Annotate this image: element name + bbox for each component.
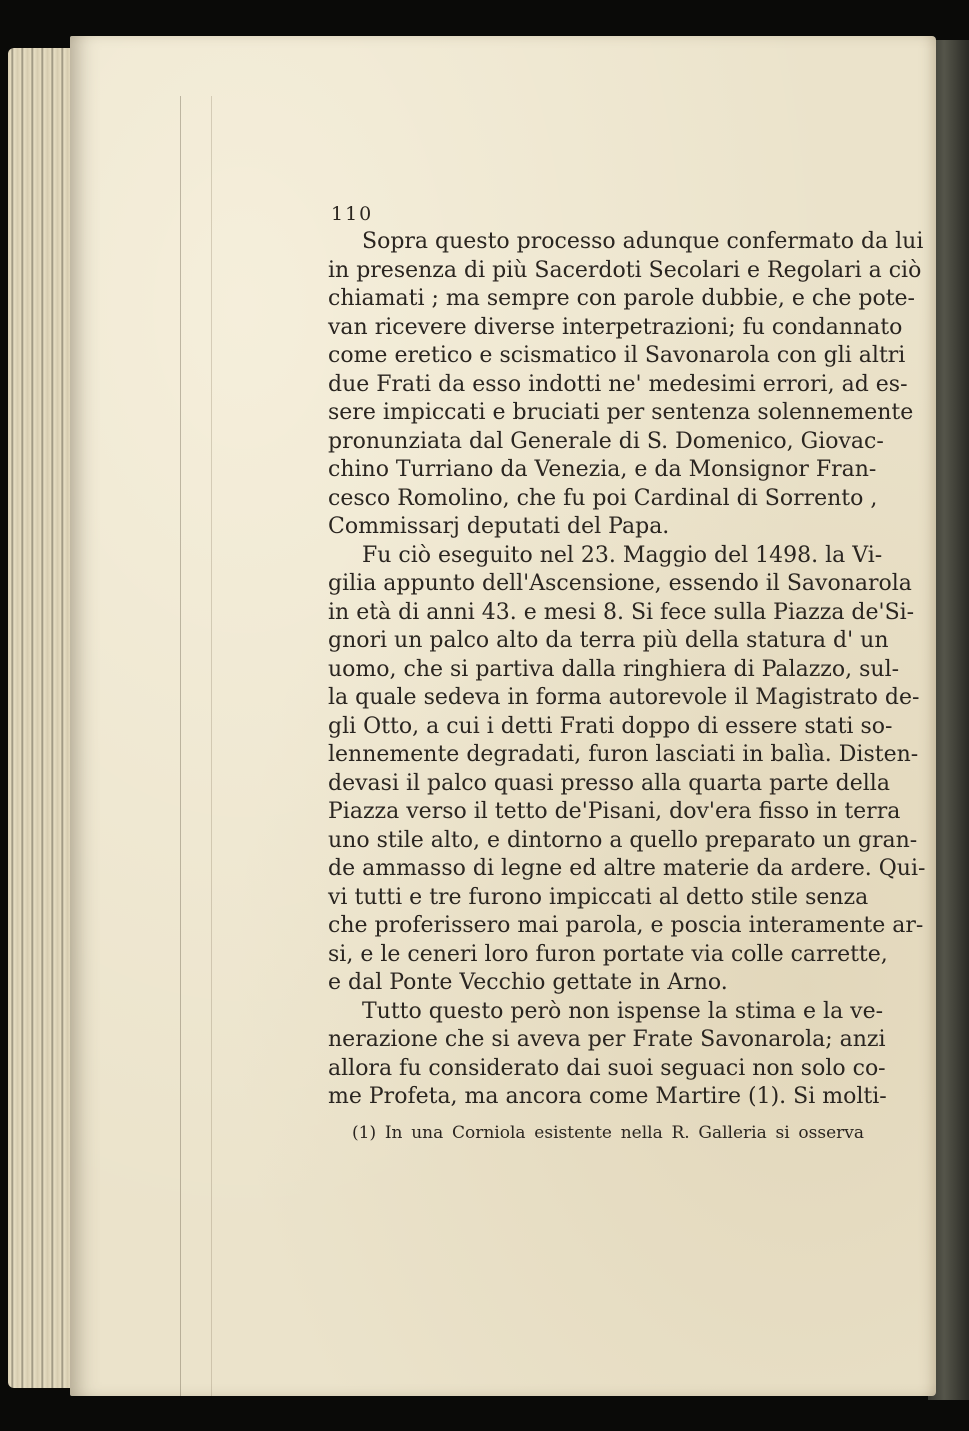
- text-line: devasi il palco quasi presso alla quarta parte della: [328, 770, 890, 796]
- text-line: allora fu considerato dai suoi seguaci non solo co-: [328, 1055, 886, 1081]
- text-line: gli Otto, a cui i detti Frati doppo di essere stati so-: [328, 713, 893, 739]
- text-line: chiamati ; ma sempre con parole dubbie, e che pote-: [328, 286, 915, 311]
- text-line: Fu ciò eseguito nel 23. Maggio del 1498. la Vi-: [362, 542, 883, 568]
- text-line: in presenza di più Sacerdoti Secolari e Regolari a ciò: [328, 257, 922, 283]
- text-line: come eretico e scismatico il Savonarola con gli altri: [328, 343, 906, 368]
- text-line: in età di anni 43. e mesi 8. Si fece sulla Piazza de'Si-: [328, 599, 915, 625]
- text-line: chino Turriano da Venezia, e da Monsignor Fran-: [328, 457, 877, 482]
- text-line: vi tutti e tre furono impiccati al detto stile senza: [328, 884, 869, 910]
- text-line: e dal Ponte Vecchio gettate in Arno.: [328, 970, 728, 995]
- text-line: cesco Romolino, che fu poi Cardinal di Sorrento ,: [328, 485, 878, 511]
- body-text: [328, 228, 926, 1112]
- text-line: pronunziata dal Generale di S. Domenico, Giovac-: [328, 428, 884, 454]
- text-line: gilia appunto dell'Ascensione, essendo il Savonarola: [328, 571, 912, 596]
- text-line: de ammasso di legne ed altre materie da ardere. Qui-: [328, 856, 926, 881]
- text-line: Piazza verso il tetto de'Pisani, dov'era fisso in terra: [328, 799, 901, 824]
- text-line: uomo, che si partiva dalla ringhiera di Palazzo, sul-: [328, 656, 900, 682]
- text-line: Sopra questo processo adunque confermato da lui: [362, 229, 924, 254]
- text-line: due Frati da esso indotti ne' medesimi errori, ad es-: [328, 371, 908, 397]
- footnote: (1) In una Corniola esistente nella R. Galleria si osserva: [352, 1123, 864, 1143]
- gutter-fold: [180, 96, 212, 1396]
- page-number: 110: [331, 203, 374, 225]
- text-line: me Profeta, ma ancora come Martire (1). Si molti-: [328, 1084, 887, 1109]
- text-line: nerazione che si aveva per Frate Savonarola; anzi: [328, 1027, 886, 1052]
- text-line: van ricevere diverse interpetrazioni; fu condannato: [328, 314, 903, 340]
- text-line: che proferissero mai parola, e poscia interamente ar-: [328, 913, 924, 938]
- text-line: Commissarj deputati del Papa.: [328, 514, 670, 539]
- text-line: si, e le ceneri loro furon portate via colle carrette,: [328, 941, 888, 967]
- text-line: uno stile alto, e dintorno a quello preparato un gran-: [328, 827, 918, 853]
- text-line: Tutto questo però non ispense la stima e la ve-: [362, 998, 884, 1024]
- text-line: la quale sedeva in forma autorevole il Magistrato de-: [328, 685, 920, 710]
- text-line: lennemente degradati, furon lasciati in balìa. Disten-: [328, 742, 919, 767]
- text-line: gnori un palco alto da terra più della statura d' un: [328, 628, 889, 653]
- text-line: sere impiccati e bruciati per sentenza solennemente: [328, 400, 914, 425]
